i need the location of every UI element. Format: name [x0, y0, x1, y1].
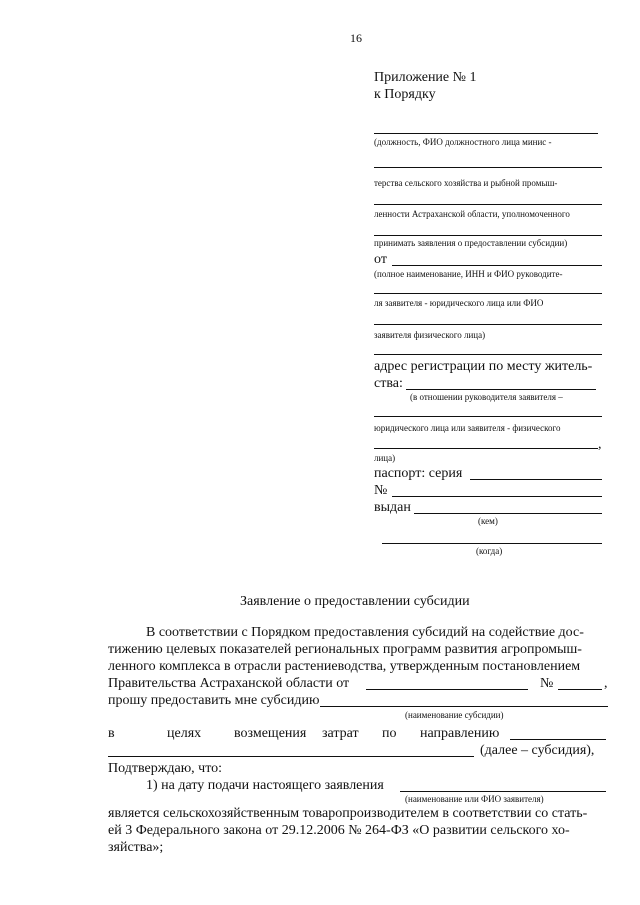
- passport-date-line: [382, 543, 602, 544]
- passport-issued-label: выдан: [374, 500, 411, 515]
- item-1-text: 1) на дату подачи настоящего заявления: [146, 778, 384, 793]
- item-1-line-2: является сельскохозяйственным товаропроизводителем в соответствии со стать-: [108, 806, 588, 821]
- addressee-caption-3: ленности Астраханской области, уполномоченного: [374, 209, 570, 219]
- purpose-word-5: по: [382, 726, 397, 741]
- passport-issued-line: [414, 513, 602, 514]
- from-caption-2: ля заявителя - юридического лица или ФИО: [374, 298, 544, 308]
- body-line-1: В соответствии с Порядком предоставления субсидий на содействие дос-: [146, 625, 584, 640]
- subsidy-name-line: [320, 706, 608, 707]
- direction-line-2: [108, 756, 474, 757]
- body-line-4: Правительства Астраханской области от: [108, 676, 350, 691]
- from-line-4: [374, 354, 602, 355]
- addressee-line-1: [374, 133, 598, 134]
- body-line-2: тижению целевых показателей региональных программ развития агропромыш-: [108, 642, 582, 657]
- body-line-3: ленного комплекса в отрасли растениеводства, утвержденным постановлением: [108, 659, 581, 674]
- item-1-line-4: зяйства»;: [108, 840, 164, 855]
- page-number: 16: [350, 31, 362, 45]
- address-comma: ,: [598, 437, 602, 452]
- appendix-subtitle: к Порядку: [374, 87, 436, 102]
- purpose-end: (далее – субсидия),: [480, 743, 595, 758]
- passport-number-label: №: [374, 483, 388, 498]
- passport-series-line: [470, 479, 602, 480]
- address-line-1: [406, 389, 596, 390]
- addressee-caption-2: терства сельского хозяйства и рыбной промыш-: [374, 178, 558, 188]
- confirm-label: Подтверждаю, что:: [108, 761, 223, 776]
- from-line: [392, 265, 602, 266]
- from-line-2: [374, 293, 602, 294]
- from-label: от: [374, 252, 387, 267]
- document-title: Заявление о предоставлении субсидии: [240, 594, 470, 609]
- addressee-caption-1: (должность, ФИО должностного лица минис -: [374, 137, 552, 147]
- line-4-comma: ,: [604, 676, 608, 691]
- address-line-3: [374, 448, 598, 449]
- addressee-line-2: [374, 167, 602, 168]
- addressee-line-4: [374, 235, 602, 236]
- body-line-5: прошу предоставить мне субсидию: [108, 693, 320, 708]
- purpose-word-1: в: [108, 726, 115, 741]
- address-label-2: ства:: [374, 376, 403, 391]
- number-sign: №: [540, 676, 554, 691]
- purpose-word-6: направлению: [420, 726, 500, 741]
- from-caption-3: заявителя физического лица): [374, 330, 486, 340]
- from-line-3: [374, 324, 602, 325]
- passport-number-line: [392, 496, 602, 497]
- item-1-line-3: ей 3 Федерального закона от 29.12.2006 № 264-ФЗ «О развитии сельского хо-: [108, 823, 570, 838]
- address-caption-2: юридического лица или заявителя - физического: [374, 423, 561, 433]
- address-caption-1: (в отношении руководителя заявителя –: [410, 392, 563, 402]
- direction-line-1: [510, 739, 606, 740]
- date-field-line: [366, 689, 528, 690]
- passport-series-label: паспорт: серия: [374, 466, 463, 481]
- subsidy-name-caption: (наименование субсидии): [405, 710, 504, 720]
- from-caption-1: (полное наименование, ИНН и ФИО руководите-: [374, 269, 563, 279]
- purpose-word-2: целях: [167, 726, 202, 741]
- applicant-name-caption: (наименование или ФИО заявителя): [405, 794, 544, 804]
- address-caption-3: лица): [374, 453, 396, 463]
- applicant-name-line: [400, 791, 606, 792]
- passport-when-caption: (когда): [476, 546, 503, 556]
- passport-by-caption: (кем): [478, 516, 498, 526]
- addressee-caption-4: принимать заявления о предоставлении субсидии): [374, 238, 568, 248]
- purpose-word-3: возмещения: [234, 726, 307, 741]
- purpose-word-4: затрат: [322, 726, 359, 741]
- address-label-1: адрес регистрации по месту житель-: [374, 359, 593, 374]
- address-line-2: [374, 416, 602, 417]
- addressee-line-3: [374, 204, 602, 205]
- number-field-line: [558, 689, 602, 690]
- appendix-title: Приложение № 1: [374, 70, 477, 85]
